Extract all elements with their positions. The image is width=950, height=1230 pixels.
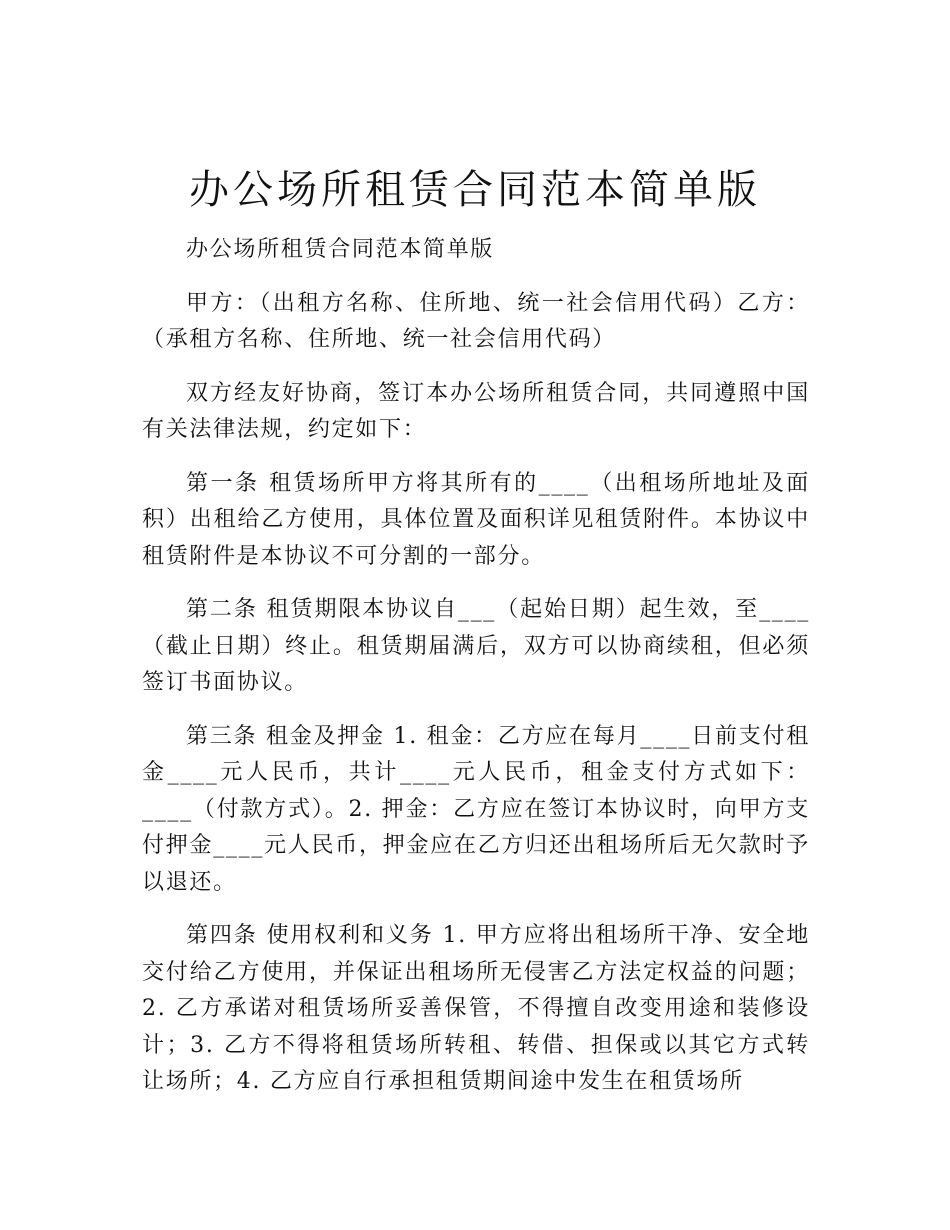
paragraph-article-1: 第一条 租赁场所甲方将其所有的____（出租场所地址及面积）出租给乙方使用，具体位置及面积详见租赁附件。本协议中租赁附件是本协议不可分割的一部分。 [142, 470, 810, 569]
document-body [142, 232, 810, 1118]
paragraph-article-3: 第三条 租金及押金 1. 租金：乙方应在每月____日前支付租金____元人民币，共计____元人民币，租金支付方式如下：____（付款方式）。2. 押金：乙方应在签订本协议时，向甲方支付押金____元人民币，押金应在乙方归还出租场所后无欠款时予以退还。 [142, 723, 810, 895]
paragraph-article-2: 第二条 租赁期限本协议自___（起始日期）起生效，至____（截止日期）终止。租赁期届满后，双方可以协商续租，但必须签订书面协议。 [142, 597, 810, 695]
paragraph-subtitle: 办公场所租赁合同范本简单版 [186, 237, 495, 262]
paragraph-parties: 甲方：（出租方名称、住所地、统一社会信用代码）乙方：（承租方名称、住所地、统一社会信用代码） [142, 290, 810, 352]
paragraph-article-4: 第四条 使用权利和义务 1. 甲方应将出租场所干净、安全地交付给乙方使用，并保证出租场所无侵害乙方法定权益的问题；2. 乙方承诺对租赁场所妥善保管，不得擅自改变用途和装修设计；3. 乙方不得将租赁场所转租、转借、担保或以其它方式转让场所；4. 乙方应自行承担租赁期间途中发生在租赁场所 [142, 923, 810, 1094]
document-title: 办公场所租赁合同范本简单版 [189, 167, 761, 213]
paragraph-preamble: 双方经友好协商，签订本办公场所租赁合同，共同遵照中国有关法律法规，约定如下： [142, 380, 810, 442]
